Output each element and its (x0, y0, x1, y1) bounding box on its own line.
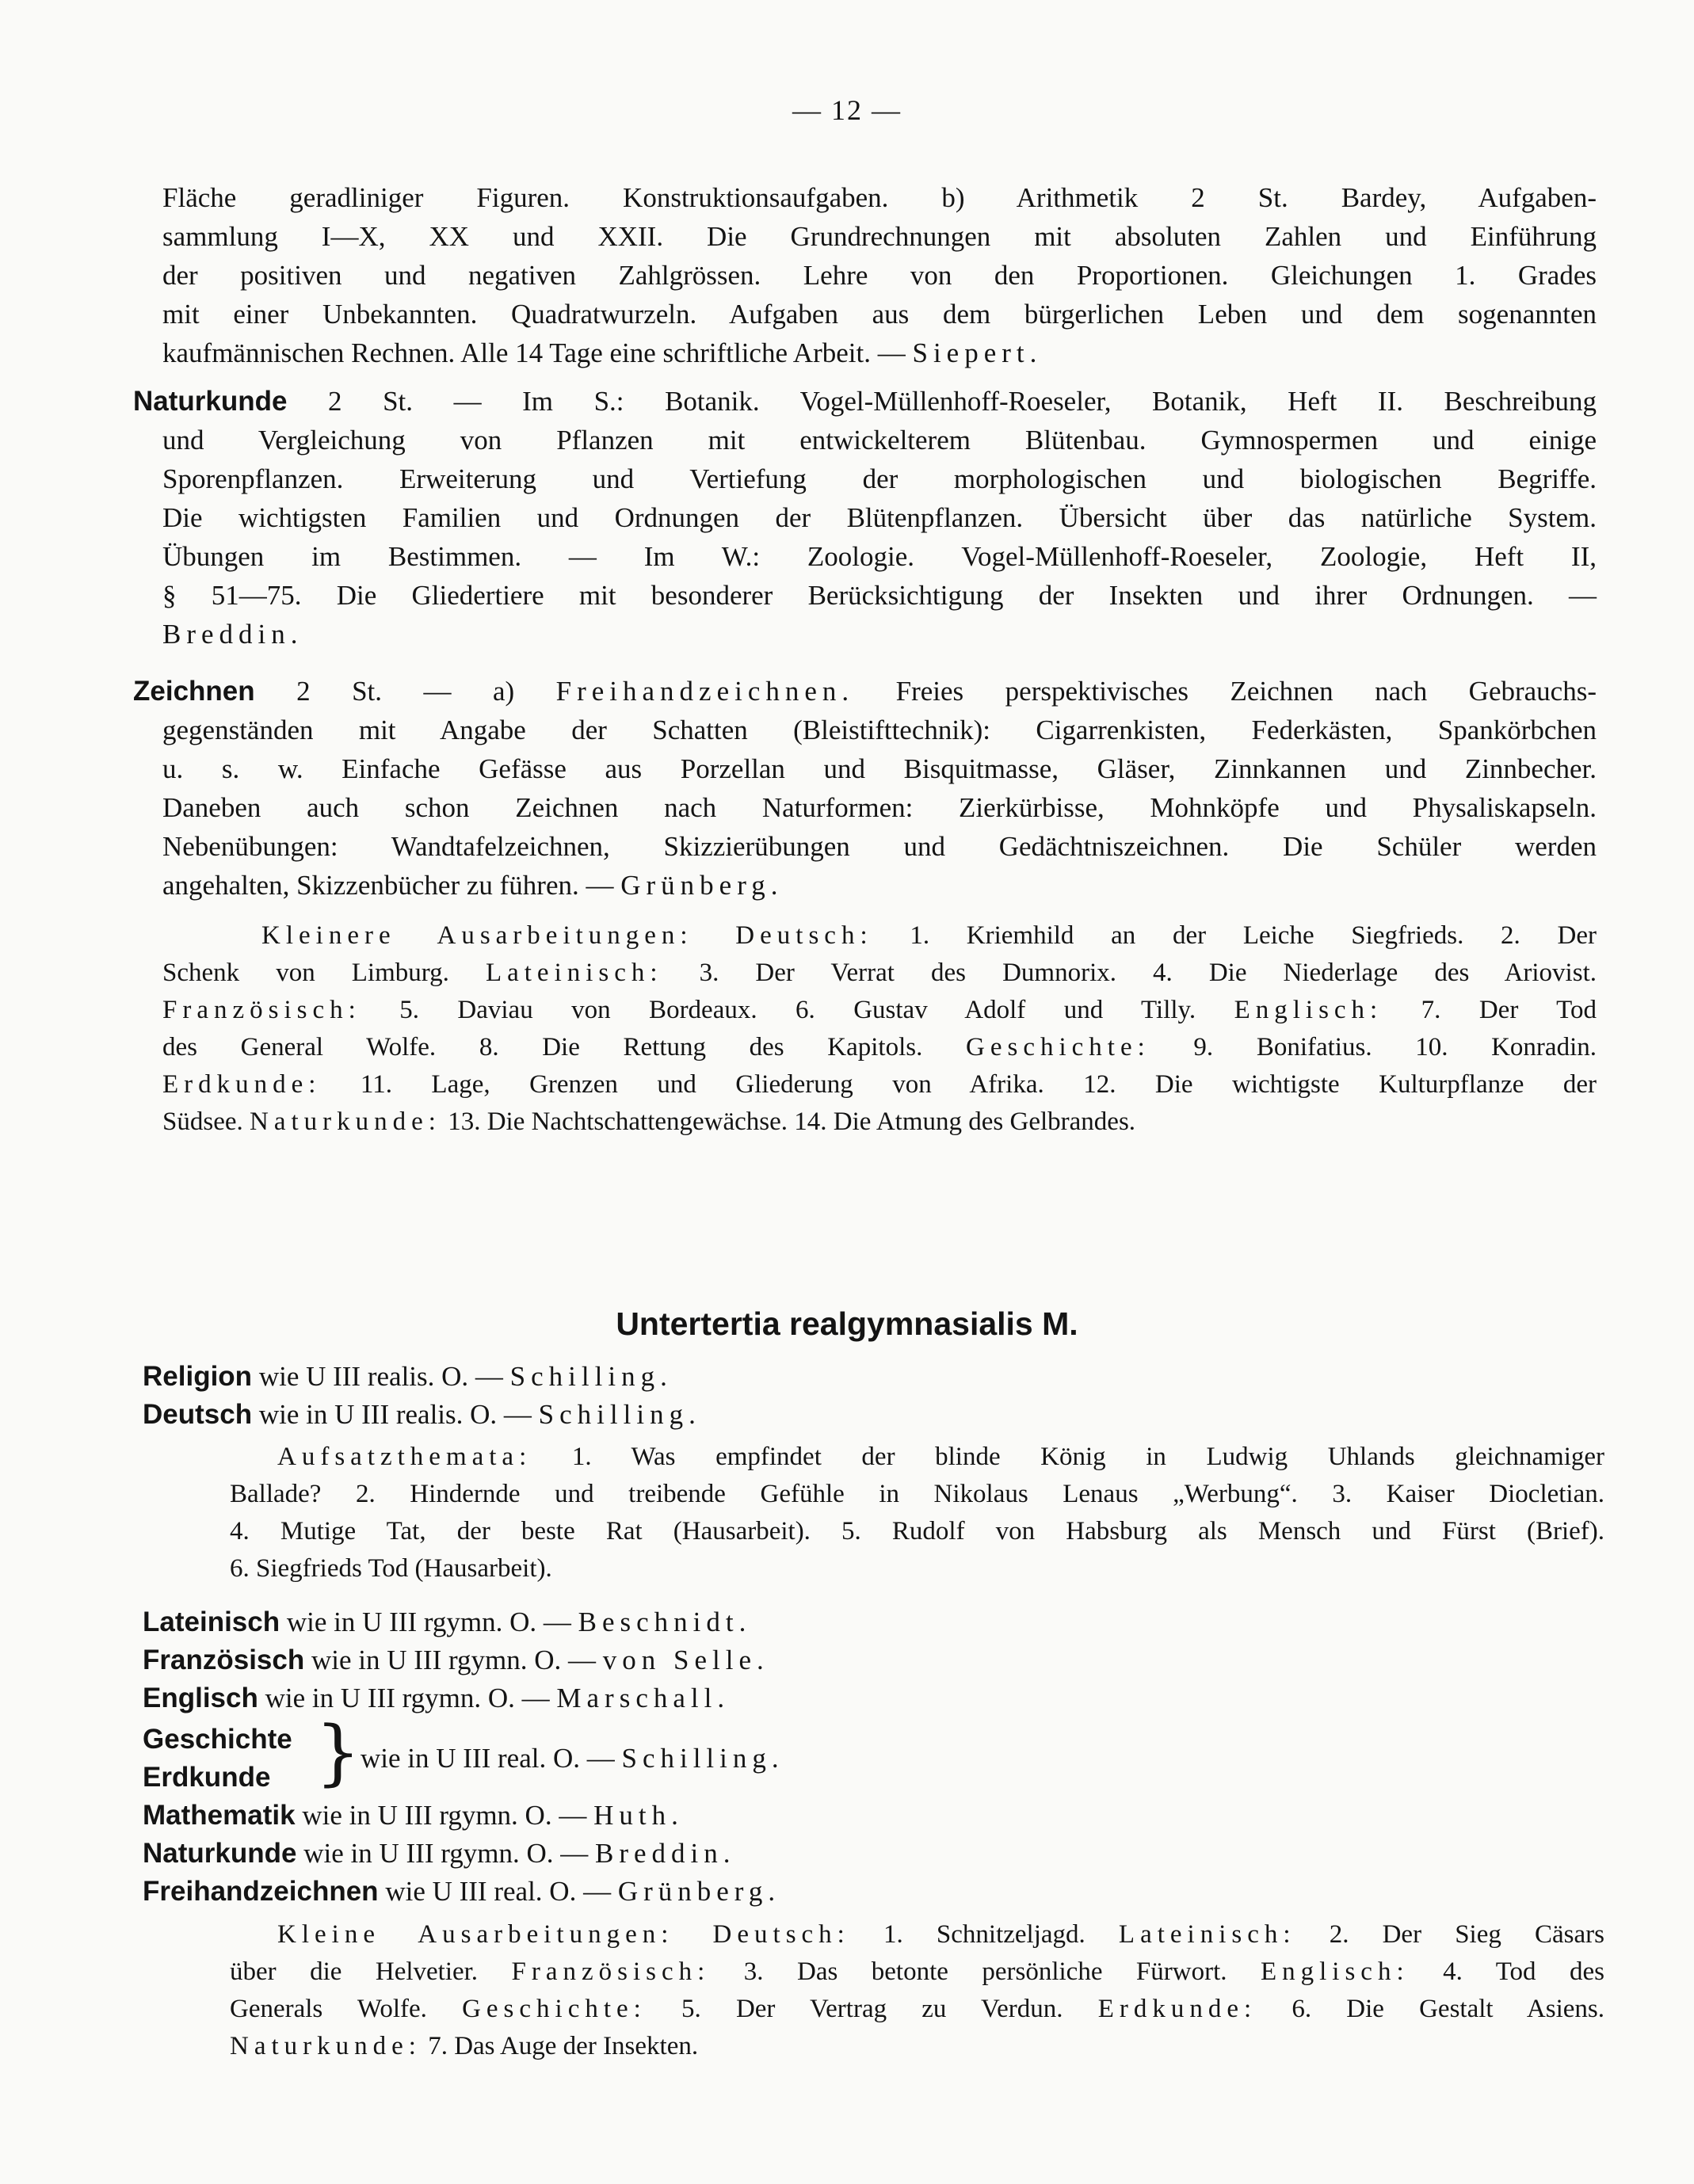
text-line: Generals Wolfe. Geschichte: 5. Der Vertrag zu Verdun. Erdkunde: 6. Die Gestalt Asiens. (230, 1995, 1604, 2023)
teacher-name: Schilling. (538, 1399, 701, 1430)
text-line: Ballade? 2. Hindernde und treibende Gefühle in Nikolaus Lenaus „Werbung“. 3. Kaiser Diocletian. (230, 1480, 1604, 1508)
subject-label: Freihandzeichnen (143, 1876, 379, 1907)
text-line: u. s. w. Einfache Gefässe aus Porzellan und Bisquitmasse, Gläser, Zinnkannen und Zinnbecher. (162, 753, 1597, 784)
teacher-name: Huth. (593, 1800, 684, 1831)
text-line: Naturkunde 2 St. — Im S.: Botanik. Vogel-Müllenhoff-Roeseler, Botanik, Heft II. Beschreibung (133, 386, 1597, 417)
subject-label: Lateinisch (143, 1607, 280, 1637)
teacher-name: Schilling. (509, 1361, 673, 1392)
text-line: mit einer Unbekannten. Quadratwurzeln. Aufgaben aus dem bürgerlichen Leben und dem sogenannten (162, 299, 1597, 330)
subject-label: Naturkunde (133, 386, 288, 417)
page-number: — 12 — (792, 94, 902, 126)
teacher-name: Grünberg. (617, 1876, 781, 1907)
subject-label: Geschichte (143, 1724, 292, 1755)
text-line: und Vergleichung von Pflanzen mit entwickelterem Blütenbau. Gymnospermen und einige (162, 425, 1597, 455)
text-line: Erdkunde: 11. Lage, Grenzen und Gliederung von Afrika. 12. Die wichtigste Kulturpflanze der (162, 1070, 1597, 1099)
subject-label: Zeichnen (133, 676, 255, 707)
teacher-name: von Selle. (602, 1645, 769, 1675)
teacher-name: Marschall. (556, 1683, 731, 1713)
text-line: Aufsatzthemata: 1. Was empfindet der blinde König in Ludwig Uhlands gleichnamiger (277, 1443, 1604, 1471)
subject-line-naturkunde: Naturkunde wie in U III rgymn. O. — Breddin. (143, 1838, 736, 1869)
text-line: über die Helvetier. Französisch: 3. Das betonte persönliche Fürwort. Englisch: 4. Tod des (230, 1957, 1604, 1986)
teacher-name: Beschnidt. (578, 1607, 752, 1637)
subject-line-freihandzeichnen: Freihandzeichnen wie U III real. O. — Grünberg. (143, 1876, 781, 1907)
text-line: Nebenübungen: Wandtafelzeichnen, Skizzierübungen und Gedächtniszeichnen. Die Schüler werden (162, 831, 1597, 862)
subject-label: Erdkunde (143, 1762, 271, 1793)
text-line: § 51—75. Die Gliedertiere mit besonderer Berücksichtigung der Insekten und ihrer Ordnungen. — (162, 580, 1597, 611)
subject-label: Französisch (143, 1645, 305, 1675)
text-line: Übungen im Bestimmen. — Im W.: Zoologie. Vogel-Müllenhoff-Roeseler, Zoologie, Heft II, (162, 541, 1597, 572)
section-heading: Untertertia realgymnasialis M. (616, 1305, 1078, 1342)
teacher-name: Breddin. (595, 1838, 736, 1869)
brace-symbol: } (315, 1711, 361, 1794)
subject-line-geschichte-erdkunde: wie in U III real. O. — Schilling. (361, 1743, 784, 1774)
text-line: Französisch: 5. Daviau von Bordeaux. 6. Gustav Adolf und Tilly. Englisch: 7. Der Tod (162, 996, 1597, 1024)
text-line: Kleine Ausarbeitungen: Deutsch: 1. Schnitzeljagd. Lateinisch: 2. Der Sieg Cäsars (277, 1920, 1604, 1949)
teacher-name: Siepert. (912, 337, 1043, 368)
teacher-name: Breddin. (162, 619, 303, 650)
subject-line-deutsch: Deutsch wie in U III realis. O. — Schilling. (143, 1399, 701, 1430)
text-line: Die wichtigsten Familien und Ordnungen der Blütenpflanzen. Übersicht über das natürliche System. (162, 502, 1597, 533)
text-line: kaufmännischen Rechnen. Alle 14 Tage eine schriftliche Arbeit. — Siepert. (162, 337, 1043, 368)
subject-label: Englisch (143, 1683, 258, 1713)
text-line: gegenständen mit Angabe der Schatten (Bleistifttechnik): Cigarrenkisten, Federkästen, Spankörbchen (162, 715, 1597, 745)
text-line: 6. Siegfrieds Tod (Hausarbeit). (230, 1554, 552, 1583)
text-line: angehalten, Skizzenbücher zu führen. — Grünberg. (162, 870, 784, 901)
subject-line-franzoesisch: Französisch wie in U III rgymn. O. — von Selle. (143, 1645, 769, 1675)
teacher-name: Schilling. (621, 1743, 784, 1774)
subject-line-mathematik: Mathematik wie in U III rgymn. O. — Huth. (143, 1800, 684, 1831)
text-line: Sporenpflanzen. Erweiterung und Vertiefung der morphologischen und biologischen Begriffe. (162, 463, 1597, 494)
text-line: sammlung I—X, XX und XXII. Die Grundrechnungen mit absoluten Zahlen und Einführung (162, 221, 1597, 252)
text-line: Fläche geradliniger Figuren. Konstruktionsaufgaben. b) Arithmetik 2 St. Bardey, Aufgaben- (162, 182, 1597, 213)
text-line: Naturkunde: 7. Das Auge der Insekten. (230, 2032, 699, 2060)
subject-line-religion: Religion wie U III realis. O. — Schilling. (143, 1361, 673, 1392)
subject-label: Religion (143, 1361, 253, 1392)
subject-line-lateinisch: Lateinisch wie in U III rgymn. O. — Beschnidt. (143, 1607, 752, 1637)
text-line: Daneben auch schon Zeichnen nach Naturformen: Zierkürbisse, Mohnköpfe und Physaliskapseln. (162, 792, 1597, 823)
subject-label: Naturkunde (143, 1838, 297, 1869)
text-line: 4. Mutige Tat, der beste Rat (Hausarbeit). 5. Rudolf von Habsburg als Mensch und Fürst (Brief). (230, 1517, 1604, 1546)
text-line: des General Wolfe. 8. Die Rettung des Kapitols. Geschichte: 9. Bonifatius. 10. Konradin. (162, 1033, 1597, 1062)
text-line: Südsee. Naturkunde: 13. Die Nachtschattengewächse. 14. Die Atmung des Gelbrandes. (162, 1107, 1136, 1136)
text-line: Zeichnen 2 St. — a) Freihandzeichnen. Freies perspektivisches Zeichnen nach Gebrauchs- (133, 676, 1597, 707)
text-line: der positiven und negativen Zahlgrössen. Lehre von den Proportionen. Gleichungen 1. Grades (162, 260, 1597, 291)
subject-label: Mathematik (143, 1800, 296, 1831)
text-line: Kleinere Ausarbeitungen: Deutsch: 1. Kriemhild an der Leiche Siegfrieds. 2. Der (261, 921, 1597, 950)
text-line: Schenk von Limburg. Lateinisch: 3. Der Verrat des Dumnorix. 4. Die Niederlage des Ariovist. (162, 959, 1597, 987)
teacher-name: Grünberg. (620, 870, 784, 901)
subject-line-englisch: Englisch wie in U III rgymn. O. — Marschall. (143, 1683, 731, 1713)
subject-label: Deutsch (143, 1399, 253, 1430)
